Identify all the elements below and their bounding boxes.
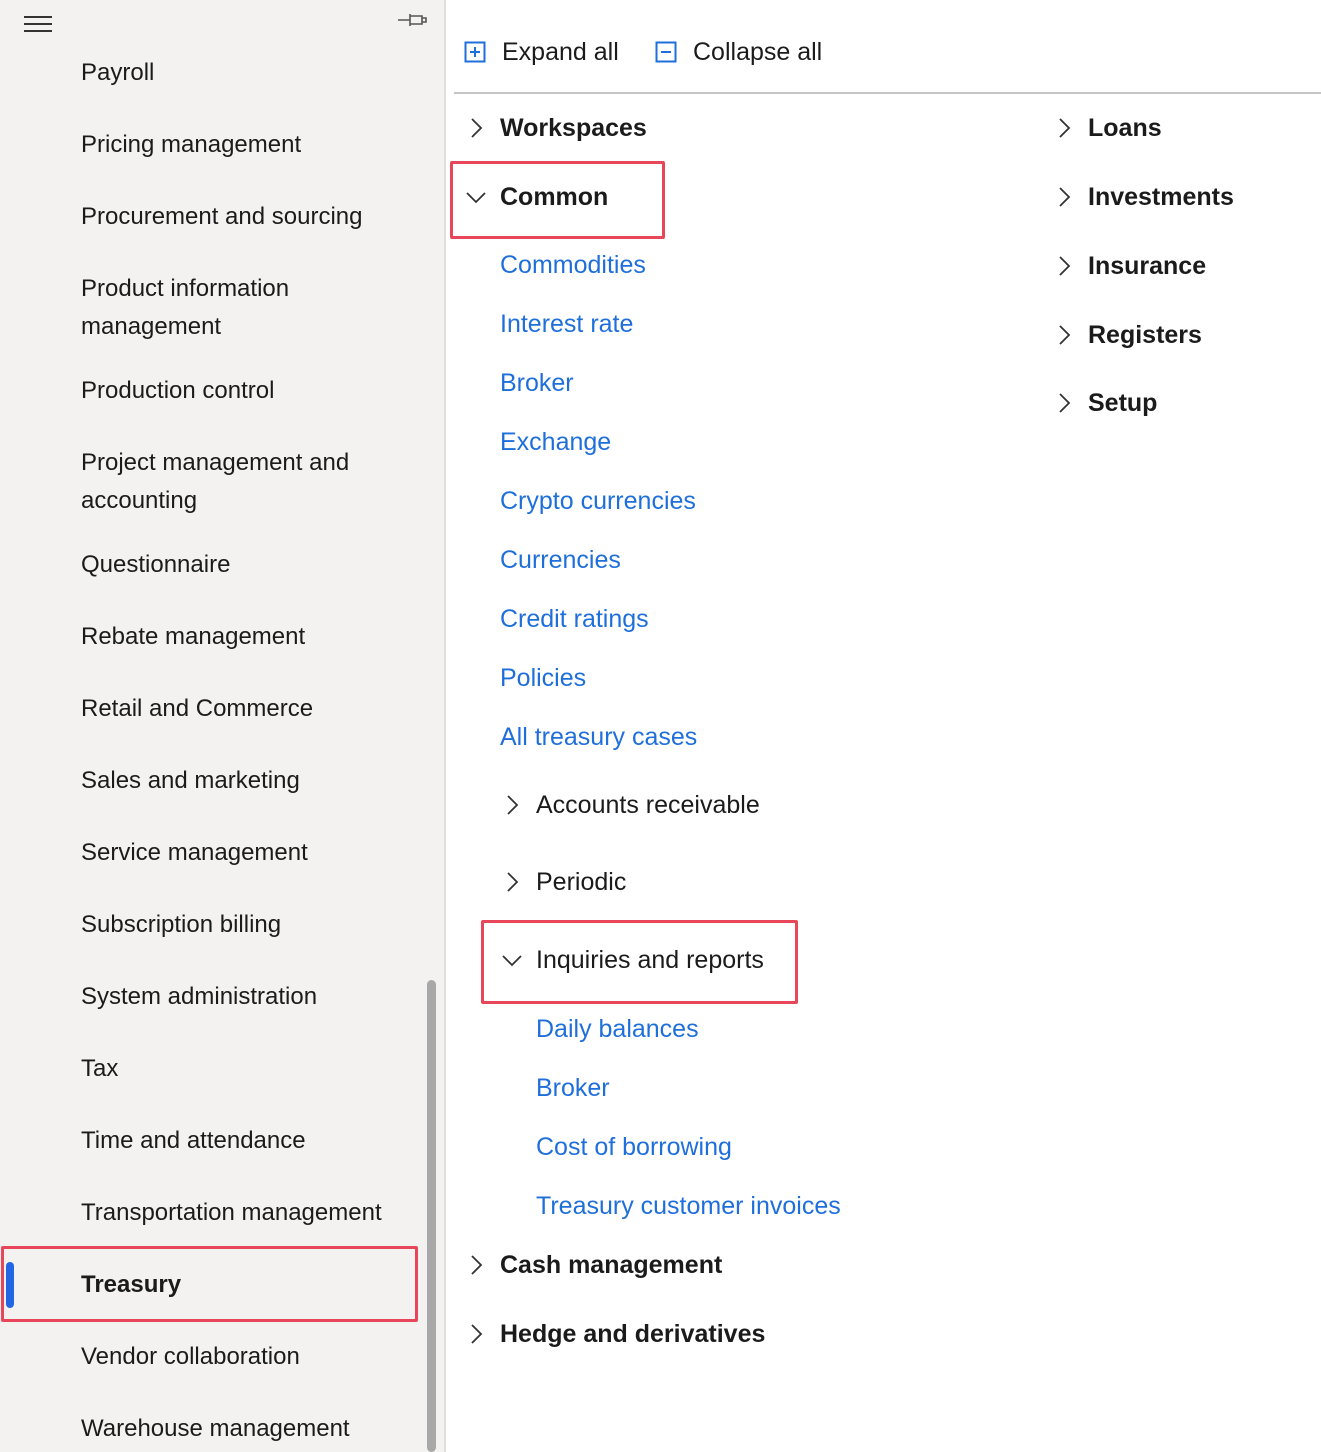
hamburger-menu-icon[interactable]: [22, 12, 54, 34]
menu-link-credit-ratings[interactable]: Credit ratings: [500, 605, 649, 633]
nav-item-subscription-billing[interactable]: Subscription billing: [81, 911, 282, 938]
nav-item-label-line1: Project management and: [81, 449, 350, 476]
chevron-down-icon: [500, 948, 524, 972]
menu-group-label: Hedge and derivatives: [500, 1319, 766, 1348]
nav-item-product-information-management[interactable]: [0, 270, 418, 346]
menu-group-workspaces[interactable]: [464, 108, 647, 148]
menu-group-label: Setup: [1088, 388, 1158, 417]
menu-link-cost-of-borrowing[interactable]: Cost of borrowing: [536, 1133, 732, 1161]
menu-group-label: Investments: [1088, 182, 1234, 211]
nav-item-system-administration[interactable]: System administration: [81, 983, 318, 1010]
menu-group-investments[interactable]: [1052, 177, 1234, 217]
chevron-right-icon: [1052, 185, 1076, 209]
expand-all-icon: [464, 41, 486, 63]
nav-item-warehouse-management[interactable]: Warehouse management: [81, 1415, 350, 1442]
chevron-right-icon: [464, 1322, 488, 1346]
menu-link-treasury-customer-invoices[interactable]: Treasury customer invoices: [536, 1192, 841, 1220]
nav-item-treasury[interactable]: Treasury: [81, 1271, 182, 1298]
menu-group-loans[interactable]: [1052, 108, 1162, 148]
menu-group-insurance[interactable]: [1052, 246, 1206, 286]
menu-link-broker[interactable]: Broker: [500, 369, 574, 397]
collapse-all-label: Collapse all: [693, 37, 823, 66]
expand-all-button[interactable]: [464, 34, 619, 70]
collapse-all-button[interactable]: [655, 34, 822, 70]
nav-item-procurement-and-sourcing[interactable]: Procurement and sourcing: [81, 203, 363, 230]
menu-link-policies[interactable]: Policies: [500, 664, 587, 692]
menu-link-interest-rate[interactable]: Interest rate: [500, 310, 634, 338]
expand-all-label: Expand all: [502, 37, 619, 66]
menu-link-exchange[interactable]: Exchange: [500, 428, 612, 456]
menu-group-common[interactable]: [464, 177, 608, 217]
chevron-right-icon: [464, 1253, 488, 1277]
menu-group-hedge-and-derivatives[interactable]: [464, 1314, 765, 1354]
nav-item-transportation-management[interactable]: Transportation management: [81, 1199, 382, 1226]
menu-link-crypto-currencies[interactable]: Crypto currencies: [500, 487, 696, 515]
menu-link-broker-report[interactable]: Broker: [536, 1074, 610, 1102]
nav-item-label-line1: Product information: [81, 275, 290, 302]
menu-group-inquiries-and-reports[interactable]: [500, 940, 764, 980]
pin-icon[interactable]: [396, 8, 428, 32]
navigation-pane: [0, 0, 446, 1452]
nav-item-label-line2: management: [81, 313, 222, 340]
menu-group-accounts-receivable[interactable]: [500, 785, 760, 825]
nav-item-tax[interactable]: Tax: [81, 1055, 119, 1082]
nav-scrollbar[interactable]: [427, 980, 436, 1452]
toolbar-divider: [454, 92, 1321, 94]
menu-group-label: Cash management: [500, 1250, 723, 1279]
nav-item-sales-and-marketing[interactable]: Sales and marketing: [81, 767, 300, 794]
nav-item-project-management-and-accounting[interactable]: [0, 444, 418, 520]
nav-item-time-and-attendance[interactable]: Time and attendance: [81, 1127, 306, 1154]
nav-item-questionnaire[interactable]: Questionnaire: [81, 551, 231, 578]
menu-group-label: Inquiries and reports: [536, 945, 764, 974]
chevron-right-icon: [1052, 391, 1076, 415]
nav-item-pricing-management[interactable]: Pricing management: [81, 131, 302, 158]
chevron-right-icon: [500, 870, 524, 894]
chevron-right-icon: [1052, 323, 1076, 347]
menu-group-cash-management[interactable]: [464, 1245, 722, 1285]
menu-group-label: Accounts receivable: [536, 790, 760, 819]
menu-group-registers[interactable]: [1052, 315, 1202, 355]
menu-group-label: Periodic: [536, 867, 627, 896]
nav-item-service-management[interactable]: Service management: [81, 839, 308, 866]
menu-group-label: Insurance: [1088, 251, 1207, 280]
menu-link-all-treasury-cases[interactable]: All treasury cases: [500, 723, 698, 751]
chevron-right-icon: [464, 116, 488, 140]
nav-item-payroll[interactable]: Payroll: [81, 59, 155, 86]
chevron-right-icon: [1052, 116, 1076, 140]
chevron-right-icon: [1052, 254, 1076, 278]
menu-link-commodities[interactable]: Commodities: [500, 251, 646, 279]
nav-item-rebate-management[interactable]: Rebate management: [81, 623, 306, 650]
nav-item-retail-and-commerce[interactable]: Retail and Commerce: [81, 695, 314, 722]
menu-group-periodic[interactable]: [500, 862, 626, 902]
menu-group-label: Common: [500, 182, 609, 211]
menu-group-label: Registers: [1088, 320, 1202, 349]
chevron-down-icon: [464, 185, 488, 209]
nav-item-vendor-collaboration[interactable]: Vendor collaboration: [81, 1343, 300, 1370]
chevron-right-icon: [500, 793, 524, 817]
menu-group-label: Workspaces: [500, 113, 647, 142]
collapse-all-icon: [655, 41, 677, 63]
menu-link-daily-balances[interactable]: Daily balances: [536, 1015, 699, 1043]
nav-item-production-control[interactable]: Production control: [81, 377, 275, 404]
menu-group-label: Loans: [1088, 113, 1162, 142]
menu-link-currencies[interactable]: Currencies: [500, 546, 621, 574]
nav-item-label-line2: accounting: [81, 487, 198, 514]
menu-group-setup[interactable]: [1052, 383, 1157, 423]
